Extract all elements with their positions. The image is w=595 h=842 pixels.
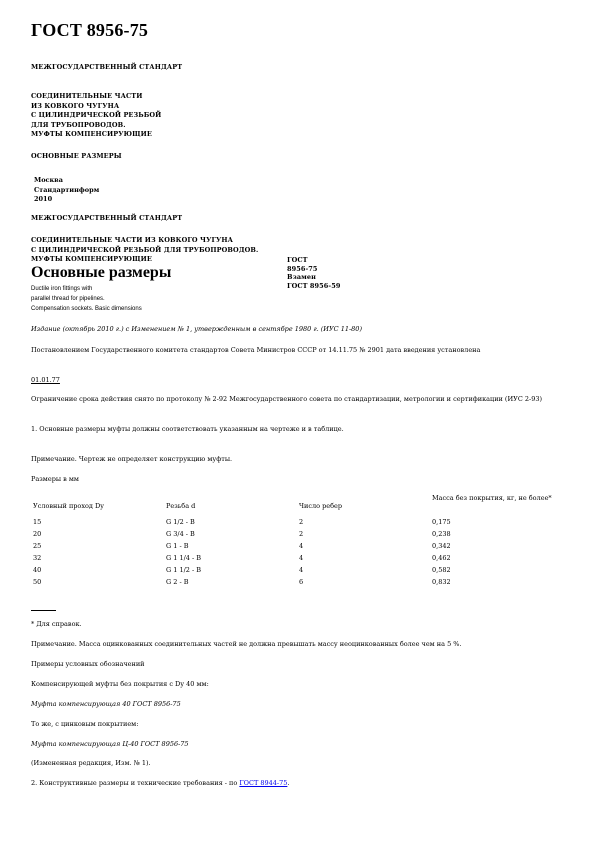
header-title-line: СОЕДИНИТЕЛЬНЫЕ ЧАСТИ ИЗ КОВКОГО ЧУГУНА — [31, 236, 234, 244]
cell-mass: 0,175 — [432, 518, 451, 526]
cover-title — [31, 92, 161, 140]
header-title-block — [31, 236, 258, 265]
cell-thread: G 2 - B — [166, 578, 189, 586]
introduction-date: 01.01.77 — [31, 376, 60, 384]
cell-thread: G 1 - B — [166, 542, 189, 550]
publisher-city: Москва — [34, 176, 63, 184]
cell-nominal-bore: 15 — [33, 518, 42, 526]
example-2-designation: Муфта компенсирующая Ц-40 ГОСТ 8956-75 — [31, 740, 189, 748]
interstate-standard-label-2: МЕЖГОСУДАРСТВЕННЫЙ СТАНДАРТ — [31, 214, 183, 222]
clause-2-period: . — [287, 779, 290, 787]
english-title-line: Compensation sockets. Basic dimensions — [31, 306, 142, 312]
cell-rib-count: 4 — [299, 542, 304, 550]
cell-nominal-bore: 40 — [33, 566, 42, 574]
cell-mass: 0,582 — [432, 566, 451, 574]
cell-thread: G 3/4 - B — [166, 530, 195, 538]
table-row — [31, 578, 571, 590]
replaces-label: Взамен — [287, 273, 316, 281]
cell-thread: G 1/2 - B — [166, 518, 195, 526]
header-nominal-bore: Условный проход Dy — [33, 502, 104, 510]
cell-mass: 0,832 — [432, 578, 451, 586]
table-header-row — [31, 494, 571, 514]
clause-1: 1. Основные размеры муфты должны соответствовать указанным на чертеже и в таблице. — [31, 425, 344, 433]
header-title-line: С ЦИЛИНДРИЧЕСКОЙ РЕЗЬБОЙ ДЛЯ ТРУБОПРОВОДОВ. — [31, 245, 259, 254]
header-title-line: МУФТЫ КОМПЕНСИРУЮЩИЕ — [31, 255, 152, 264]
cell-rib-count: 4 — [299, 566, 304, 574]
example-2-label: То же, с цинковым покрытием: — [31, 720, 139, 728]
interstate-standard-label: МЕЖГОСУДАРСТВЕННЫЙ СТАНДАРТ — [31, 63, 183, 71]
cell-rib-count: 2 — [299, 518, 304, 526]
dimensions-unit: Размеры в мм — [31, 475, 79, 483]
table-row — [31, 518, 571, 530]
limitation-text: Ограничение срока действия снято по протоколу № 2-92 Межгосударственного совета по стандартизации, метрологии и сертификации (ИУС 2-93) — [31, 395, 543, 403]
header-rib-count: Число ребер — [299, 502, 343, 510]
clause-2 — [31, 779, 289, 787]
drawing-note: Примечание. Чертеж не определяет конструкцию муфты. — [31, 455, 233, 463]
cover-title-line: ДЛЯ ТРУБОПРОВОДОВ. — [31, 120, 126, 129]
table-row — [31, 530, 571, 542]
publisher-year: 2010 — [34, 195, 53, 204]
mass-note: Примечание. Масса оцинкованных соединительных частей не должна превышать массу неоцинкованных более чем на 5 %. — [31, 640, 462, 648]
cell-nominal-bore: 25 — [33, 542, 42, 550]
cover-title-line: МУФТЫ КОМПЕНСИРУЮЩИЕ — [31, 130, 152, 139]
cover-title-line: С ЦИЛИНДРИЧЕСКОЙ РЕЗЬБОЙ — [31, 111, 162, 120]
cell-rib-count: 4 — [299, 554, 304, 562]
publisher-name: Стандартинформ — [34, 185, 100, 194]
publisher-block — [34, 176, 99, 205]
table-row — [31, 542, 571, 554]
examples-heading: Примеры условных обозначений — [31, 660, 145, 668]
clause-2-text: 2. Конструктивные размеры и технические требования - по — [31, 779, 240, 787]
table-row — [31, 566, 571, 578]
example-1-label: Компенсирующей муфты без покрытия с Dу 40 мм: — [31, 680, 209, 688]
edition-note: Издание (октябрь 2010 г.) с Изменением № 1, утвержденным в сентябре 1980 г. (ИУС 11-80) — [31, 325, 362, 333]
replaced-code: ГОСТ 8956-59 — [287, 281, 341, 290]
cell-mass: 0,342 — [432, 542, 451, 550]
cover-title-line: СОЕДИНИТЕЛЬНЫЕ ЧАСТИ — [31, 92, 143, 100]
cell-nominal-bore: 32 — [33, 554, 42, 562]
code-number: 8956-75 — [287, 264, 318, 273]
english-title-line: parallel thread for pipelines. — [31, 296, 105, 302]
cover-subtitle: ОСНОВНЫЕ РАЗМЕРЫ — [31, 152, 122, 160]
resolution-text: Постановлением Государственного комитета стандартов Совета Министров СССР от 14.11.75 № 2901 дата введения установлена — [31, 346, 481, 354]
footnote-divider — [31, 610, 56, 611]
cell-mass: 0,238 — [432, 530, 451, 538]
cell-nominal-bore: 50 — [33, 578, 42, 586]
gost-8944-link[interactable]: ГОСТ 8944-75 — [239, 779, 288, 787]
example-1-designation: Муфта компенсирующая 40 ГОСТ 8956-75 — [31, 700, 181, 708]
english-title-line: Ductile iron fittings with — [31, 286, 93, 292]
cell-rib-count: 6 — [299, 578, 304, 586]
header-thread: Резьба d — [166, 502, 196, 510]
cell-nominal-bore: 20 — [33, 530, 42, 538]
english-title — [31, 284, 142, 314]
cell-rib-count: 2 — [299, 530, 304, 538]
amendment-note: (Измененная редакция, Изм. № 1). — [31, 759, 151, 767]
code-label: ГОСТ — [287, 256, 308, 264]
table-row — [31, 554, 571, 566]
cover-title-line: ИЗ КОВКОГО ЧУГУНА — [31, 101, 120, 110]
cell-thread: G 1 1/2 - B — [166, 566, 202, 574]
cell-mass: 0,462 — [432, 554, 451, 562]
document-title: ГОСТ 8956-75 — [31, 20, 149, 40]
standard-code-block — [287, 256, 340, 290]
dimensions-table — [31, 494, 571, 590]
footnote: * Для справок. — [31, 620, 82, 628]
big-heading: Основные размеры — [31, 264, 172, 281]
cell-thread: G 1 1/4 - B — [166, 554, 202, 562]
header-mass: Масса без покрытия, кг, не более* — [432, 494, 552, 502]
